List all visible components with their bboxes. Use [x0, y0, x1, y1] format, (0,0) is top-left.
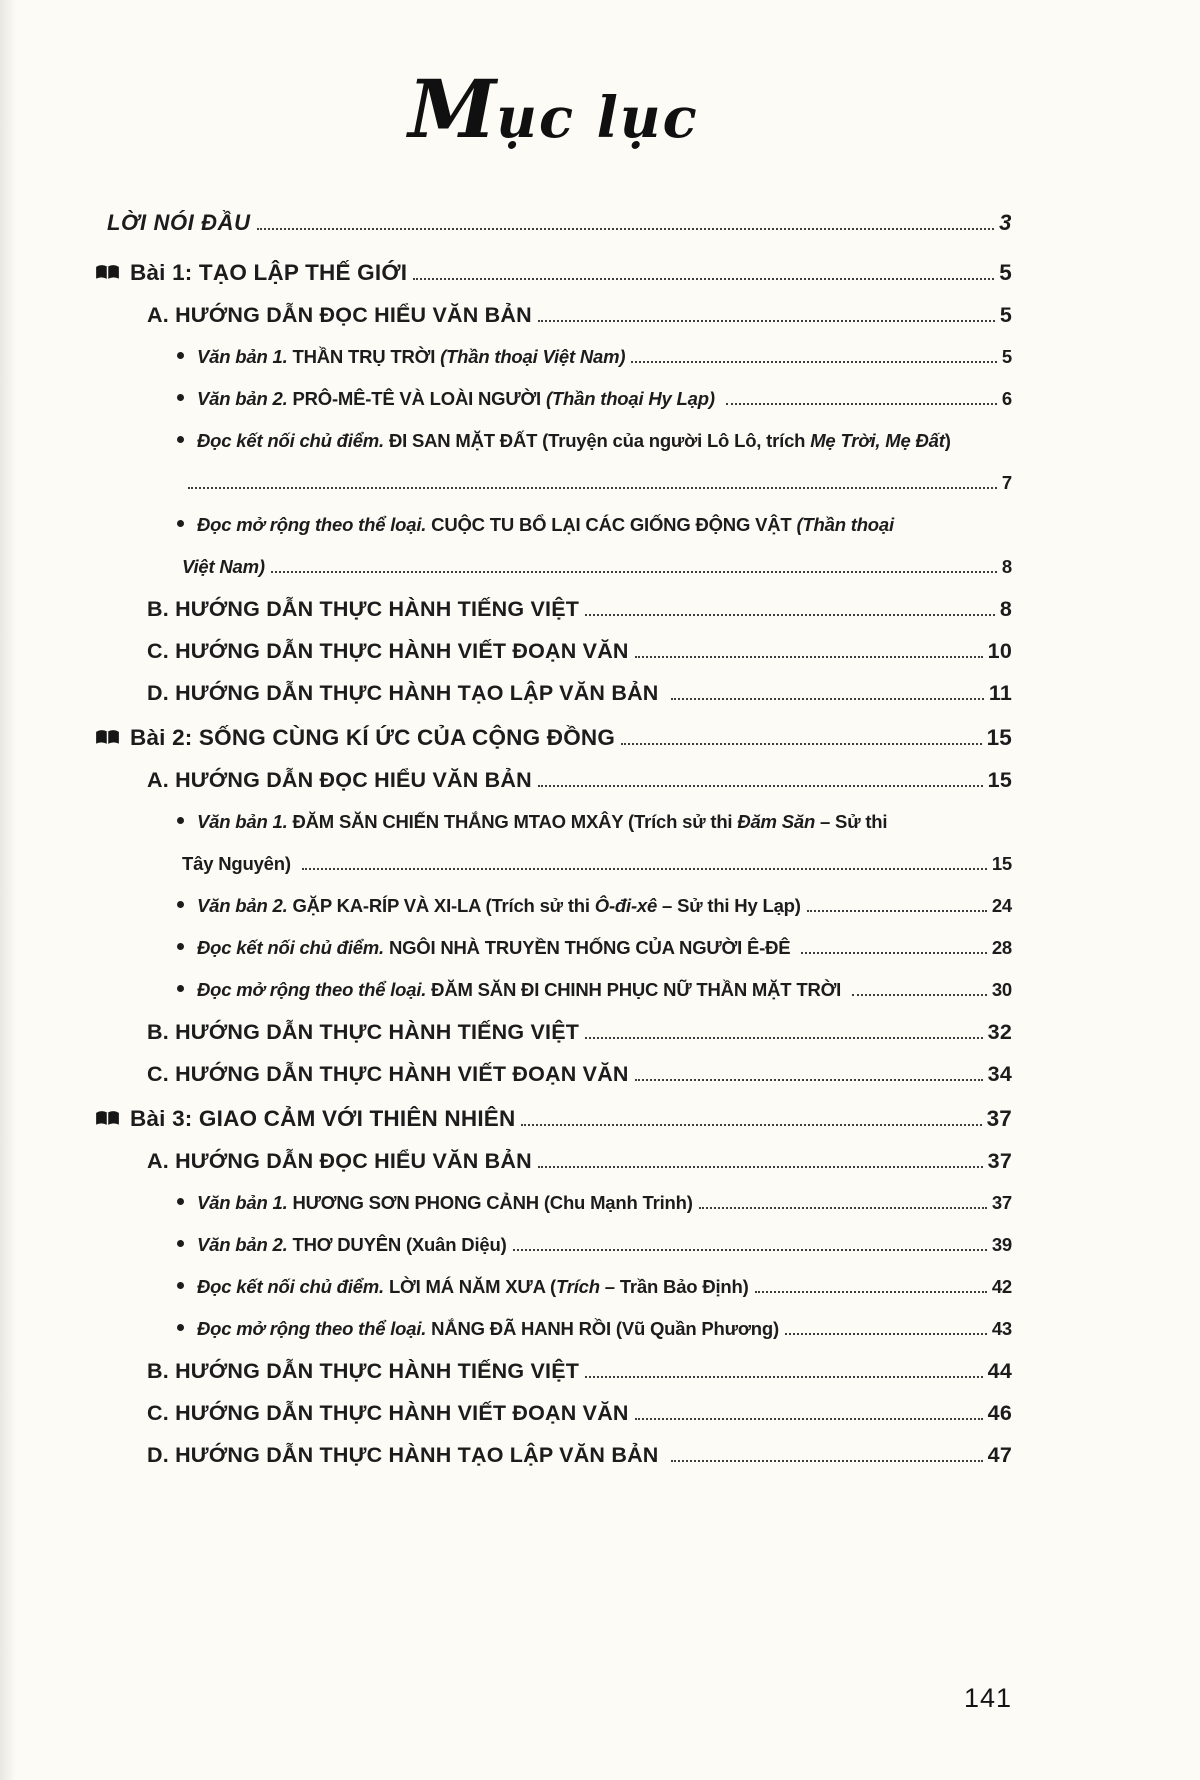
toc-text-segment: A. HƯỚNG DẪN ĐỌC HIỂU VĂN BẢN [147, 1149, 532, 1173]
toc-page-number: 43 [991, 1318, 1012, 1339]
dot-leader [413, 278, 994, 280]
toc-text-segment: C. HƯỚNG DẪN THỰC HÀNH VIẾT ĐOẠN VĂN [147, 1062, 629, 1086]
toc-text-segment: B. HƯỚNG DẪN THỰC HÀNH TIẾNG VIỆT [147, 1359, 580, 1383]
toc-text-segment: Trích [555, 1276, 600, 1297]
toc-entry-line [147, 294, 1012, 336]
bullet-dot-icon [177, 1240, 184, 1247]
toc-page-number: 42 [991, 1276, 1012, 1297]
toc-entry-line [177, 504, 1012, 546]
dot-leader [585, 1376, 983, 1378]
toc-text-segment: B. HƯỚNG DẪN THỰC HÀNH TIẾNG VIỆT [147, 1020, 580, 1044]
toc-entry-text [197, 1308, 779, 1350]
toc-text-segment: A. HƯỚNG DẪN ĐỌC HIỂU VĂN BẢN [147, 768, 532, 792]
toc-entry-section [95, 1350, 1012, 1392]
dot-leader [755, 1291, 987, 1293]
toc-entry-text [197, 378, 720, 420]
toc-entry-chapter [95, 252, 1012, 294]
toc-entry-text [197, 1182, 693, 1224]
toc-page-number: 10 [987, 639, 1012, 663]
toc-page-number: 8 [1001, 556, 1012, 577]
toc-page-number: 44 [987, 1359, 1012, 1383]
toc-entry-text [197, 1266, 749, 1308]
toc-text-segment: LỜI NÓI ĐẦU [107, 210, 251, 235]
toc-page-number: 5 [999, 303, 1012, 327]
toc-entry-chapter [95, 717, 1012, 759]
toc-text-segment: C. HƯỚNG DẪN THỰC HÀNH VIẾT ĐOẠN VĂN [147, 639, 629, 663]
toc-entry-text [147, 1140, 532, 1182]
toc-text-segment: Văn bản 1. [197, 811, 293, 832]
dot-leader [671, 1460, 983, 1462]
toc-text-segment: A. HƯỚNG DẪN ĐỌC HIỂU VĂN BẢN [147, 303, 532, 327]
toc-entry-line [147, 630, 1012, 672]
toc-text-segment: Đọc mở rộng theo thể loại. [197, 514, 432, 535]
dot-leader [302, 868, 987, 870]
toc-entry-line [147, 1392, 1012, 1434]
toc-entry-text [147, 1053, 629, 1095]
toc-entry-text [107, 202, 251, 244]
toc-text-segment: Đăm Săn [737, 811, 816, 832]
toc-page-number: 15 [986, 725, 1012, 750]
toc-entry-line [177, 1266, 1012, 1308]
toc-entry-text [147, 672, 665, 714]
toc-entry-text [147, 759, 532, 801]
toc-text-segment: Bài 3: GIAO CẢM VỚI THIÊN NHIÊN [130, 1106, 516, 1131]
toc-text-segment: (Thần thoại Hy Lạp) [545, 388, 720, 409]
toc-text-segment: CUỘC TU BỔ LẠI CÁC GIỐNG ĐỘNG VẬT [431, 514, 797, 535]
toc-text-segment: Mẹ Trời, Mẹ Đất [810, 430, 945, 451]
dot-leader [785, 1333, 987, 1335]
toc-text-segment: – Sử thi Hy Lạp) [657, 895, 801, 916]
open-book-icon [95, 1110, 120, 1128]
toc-entry-text [130, 717, 615, 759]
dot-leader [801, 952, 986, 954]
toc-text-segment: C. HƯỚNG DẪN THỰC HÀNH VIẾT ĐOẠN VĂN [147, 1401, 629, 1425]
dot-leader [635, 1079, 983, 1081]
toc-text-segment: NẮNG ĐÃ HANH RỒI (Vũ Quần Phương) [431, 1318, 779, 1339]
toc-entry-text [182, 843, 296, 885]
toc-page-number: 37 [986, 1106, 1012, 1131]
toc-text-segment: – Trần Bảo Định) [599, 1276, 749, 1297]
toc-entry-line [95, 252, 1012, 294]
toc-entry-section [95, 630, 1012, 672]
footer-page-number: 141 [963, 1683, 1012, 1713]
page-title: Mục lục [408, 62, 699, 156]
toc-text-segment: – Sử thi [815, 811, 888, 832]
toc-entry-line [177, 1308, 1012, 1350]
dot-leader [621, 743, 982, 745]
toc-entry-text [182, 546, 265, 588]
toc-entry-item [95, 885, 1012, 927]
toc-entry-line [177, 843, 1012, 885]
toc-page-number: 46 [987, 1401, 1012, 1425]
toc-text-segment: THẦN TRỤ TRỜI [292, 346, 441, 367]
toc-entry-line [177, 336, 1012, 378]
toc-entry-line [177, 801, 1012, 843]
toc-entry-item [95, 336, 1012, 378]
toc-entry-section [95, 1434, 1012, 1476]
toc-text-segment: Đọc kết nối chủ điểm. [197, 430, 389, 451]
toc-entry-line [147, 1053, 1012, 1095]
bullet-dot-icon [177, 817, 184, 824]
toc-entry-line [177, 969, 1012, 1011]
toc-entry-text [197, 1224, 507, 1266]
bullet-dot-icon [177, 1282, 184, 1289]
toc-entry-text [197, 927, 795, 969]
toc-text-segment: Việt Nam) [182, 556, 265, 577]
toc-text-segment: Đọc mở rộng theo thể loại. [197, 1318, 432, 1339]
toc-text-segment: Văn bản 2. [197, 388, 293, 409]
toc-text-segment: ĐĂM SĂN CHIẾN THẮNG MTAO MXÂY (Trích sử thi [292, 811, 738, 832]
toc-entry-text [147, 1392, 629, 1434]
toc-entry-item [95, 1266, 1012, 1308]
dot-leader [521, 1124, 981, 1126]
dot-leader [585, 614, 995, 616]
toc-entry-line [147, 759, 1012, 801]
toc-text-segment: D. HƯỚNG DẪN THỰC HÀNH TẠO LẬP VĂN BẢN [147, 1443, 665, 1467]
toc-page-number: 37 [987, 1149, 1012, 1173]
bullet-dot-icon [177, 352, 184, 359]
dot-leader [585, 1037, 983, 1039]
toc-page-number: 5 [999, 260, 1012, 285]
toc-text-segment: B. HƯỚNG DẪN THỰC HÀNH TIẾNG VIỆT [147, 597, 580, 621]
toc-entry-item [95, 378, 1012, 420]
bullet-dot-icon [177, 1198, 184, 1205]
toc-entry-item [95, 420, 1012, 504]
toc-entry-text [147, 1011, 579, 1053]
toc-entry-text [130, 252, 407, 294]
toc-text-segment: Văn bản 1. [197, 1192, 293, 1213]
toc-text-segment: Tây Nguyên) [182, 853, 296, 874]
toc-page-number: 24 [991, 895, 1012, 916]
toc-text-segment: ĐĂM SĂN ĐI CHINH PHỤC NỮ THẦN MẶT TRỜI [431, 979, 847, 1000]
toc-entry-item [95, 801, 1012, 885]
toc-entry-section [95, 1392, 1012, 1434]
bullet-dot-icon [177, 985, 184, 992]
toc-entry-line [177, 462, 1012, 504]
dot-leader [807, 910, 987, 912]
toc-entry-line [95, 717, 1012, 759]
toc-page-number: 11 [988, 681, 1012, 705]
toc-entry-text [130, 1098, 515, 1140]
toc-entry-section [95, 672, 1012, 714]
toc-entry-text [197, 969, 846, 1011]
toc-list [95, 202, 1012, 1476]
toc-entry-line [177, 546, 1012, 588]
toc-entry-text [147, 588, 579, 630]
toc-entry-section [95, 1011, 1012, 1053]
toc-entry-line [107, 202, 1012, 244]
toc-page-number: 15 [991, 853, 1012, 874]
toc-page-number: 34 [987, 1062, 1012, 1086]
toc-entry-item [95, 1224, 1012, 1266]
toc-text-segment: Đọc kết nối chủ điểm. [197, 1276, 389, 1297]
toc-text-segment: THƠ DUYÊN (Xuân Diệu) [292, 1234, 507, 1255]
dot-leader [631, 361, 997, 363]
toc-entry-line [147, 1011, 1012, 1053]
dot-leader [271, 571, 997, 573]
toc-entry-line [177, 927, 1012, 969]
dot-leader [726, 403, 997, 405]
page-content [95, 0, 1012, 1476]
toc-text-segment: Văn bản 2. [197, 1234, 293, 1255]
toc-page-number: 6 [1001, 388, 1012, 409]
toc-entry-line [147, 1434, 1012, 1476]
dot-leader [635, 1418, 983, 1420]
toc-entry-text [147, 630, 629, 672]
toc-text-segment: GẶP KA-RÍP VÀ XI-LA (Trích sử thi [292, 895, 595, 916]
dot-leader [538, 320, 995, 322]
toc-text-segment: NGÔI NHÀ TRUYỀN THỐNG CỦA NGƯỜI Ê-ĐÊ [388, 937, 796, 958]
toc-page-number: 8 [999, 597, 1012, 621]
toc-page-number: 39 [991, 1234, 1012, 1255]
toc-page-number: 37 [991, 1192, 1012, 1213]
toc-entry-text [147, 1350, 579, 1392]
toc-page-number: 47 [987, 1443, 1012, 1467]
toc-entry-line [177, 378, 1012, 420]
dot-leader [699, 1207, 987, 1209]
toc-text-segment: HƯƠNG SƠN PHONG CẢNH (Chu Mạnh Trinh) [292, 1192, 693, 1213]
dot-leader [852, 994, 987, 996]
toc-text-segment: Văn bản 2. [197, 895, 293, 916]
toc-entry-text [197, 420, 951, 462]
toc-entry-section [95, 294, 1012, 336]
toc-page-number: 3 [999, 210, 1012, 235]
dot-leader [538, 785, 983, 787]
toc-text-segment: D. HƯỚNG DẪN THỰC HÀNH TẠO LẬP VĂN BẢN [147, 681, 665, 705]
toc-entry-chapter [95, 1098, 1012, 1140]
bullet-dot-icon [177, 436, 184, 443]
toc-entry-text [197, 885, 801, 927]
toc-page-number: 28 [991, 937, 1012, 958]
toc-entry-line [147, 672, 1012, 714]
toc-page-number: 32 [987, 1020, 1012, 1044]
toc-entry-item [95, 969, 1012, 1011]
bullet-dot-icon [177, 943, 184, 950]
toc-entry-section [95, 759, 1012, 801]
toc-page-number: 5 [1001, 346, 1012, 367]
dot-leader [257, 228, 995, 230]
toc-entry-line [95, 1098, 1012, 1140]
toc-text-segment: (Thần thoại [796, 514, 894, 535]
toc-entry-item [95, 1308, 1012, 1350]
toc-entry-text [147, 294, 532, 336]
open-book-icon [95, 264, 120, 282]
toc-entry-line [177, 420, 1012, 462]
toc-entry-line [147, 1350, 1012, 1392]
toc-entry-item [95, 504, 1012, 588]
toc-text-segment: Văn bản 1. [197, 346, 293, 367]
toc-entry-section [95, 1053, 1012, 1095]
toc-text-segment: Bài 1: TẠO LẬP THẾ GIỚI [130, 260, 408, 285]
dot-leader [513, 1249, 987, 1251]
toc-entry-text [197, 336, 625, 378]
toc-entry-text [197, 801, 887, 843]
dot-leader [635, 656, 983, 658]
toc-entry-line [147, 588, 1012, 630]
bullet-dot-icon [177, 520, 184, 527]
dot-leader [671, 698, 984, 700]
dot-leader [538, 1166, 983, 1168]
toc-entry-text [197, 504, 894, 546]
bullet-dot-icon [177, 394, 184, 401]
toc-entry-line [177, 1182, 1012, 1224]
toc-text-segment: PRÔ-MÊ-TÊ VÀ LOÀI NGƯỜI [292, 388, 546, 409]
toc-text-segment: ) [944, 430, 951, 451]
toc-entry-section [95, 1140, 1012, 1182]
open-book-icon [95, 729, 120, 747]
toc-entry-item [95, 1182, 1012, 1224]
toc-entry-section [95, 588, 1012, 630]
toc-entry-text [147, 1434, 665, 1476]
toc-text-segment: Đọc kết nối chủ điểm. [197, 937, 389, 958]
toc-page-number: 30 [991, 979, 1012, 1000]
toc-text-segment: LỜI MÁ NĂM XƯA ( [388, 1276, 556, 1297]
bullet-dot-icon [177, 1324, 184, 1331]
toc-page-number: 7 [1001, 472, 1012, 493]
toc-text-segment: Đọc mở rộng theo thể loại. [197, 979, 432, 1000]
toc-text-segment: ĐI SAN MẶT ĐẤT (Truyện của người Lô Lô, trích [388, 430, 811, 451]
toc-entry-top [95, 202, 1012, 244]
toc-entry-line [177, 1224, 1012, 1266]
toc-page-number: 15 [987, 768, 1012, 792]
toc-entry-item [95, 927, 1012, 969]
toc-text-segment: Ô-đi-xê [594, 895, 658, 916]
toc-entry-line [147, 1140, 1012, 1182]
toc-entry-line [177, 885, 1012, 927]
bullet-dot-icon [177, 901, 184, 908]
toc-text-segment: Bài 2: SỐNG CÙNG KÍ ỨC CỦA CỘNG ĐỒNG [130, 725, 616, 750]
toc-text-segment: (Thần thoại Việt Nam) [440, 346, 626, 367]
dot-leader [188, 487, 997, 489]
